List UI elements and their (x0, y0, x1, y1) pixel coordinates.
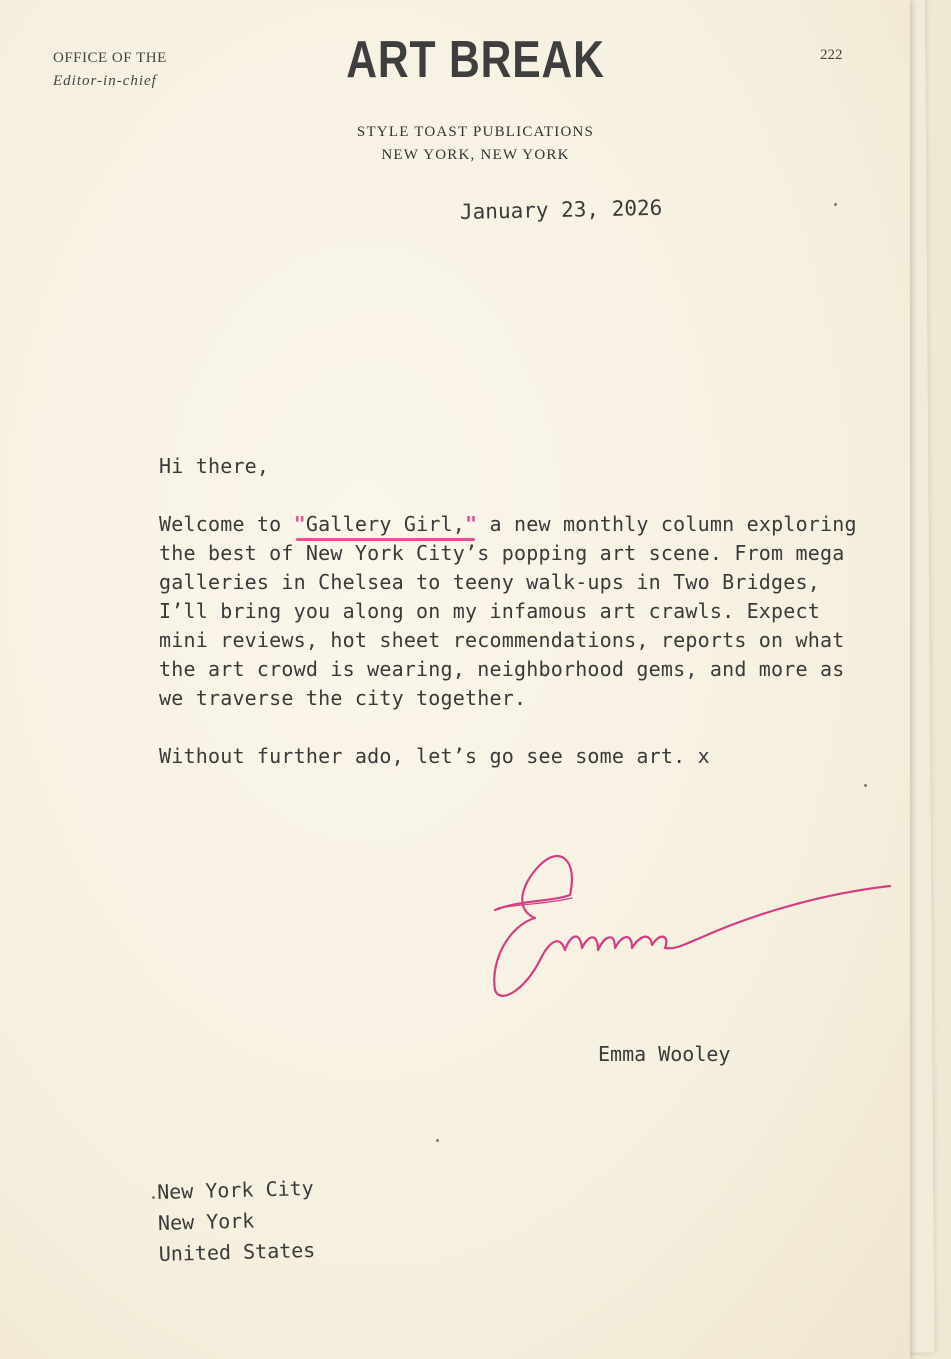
paragraph-intro (159, 510, 859, 713)
column-name-highlight (294, 510, 478, 539)
paper-speck (152, 1196, 155, 1199)
close-quote-mark: " (465, 512, 478, 536)
intro-lead-text: Welcome to (159, 512, 294, 536)
publisher-block (0, 121, 951, 167)
publisher-city: NEW YORK, NEW YORK (381, 147, 570, 163)
return-address (157, 1173, 316, 1270)
editor-in-chief-line: Editor-in-chief (53, 73, 157, 89)
paper-speck (436, 1139, 439, 1142)
signer-name: Emma Wooley (598, 1042, 731, 1066)
letter-body (159, 452, 859, 800)
signature-emma (480, 840, 900, 1010)
paper-speck (834, 203, 837, 206)
highlight-underline (296, 538, 476, 541)
paragraph-closing: Without further ado, let’s go see some art. x (159, 744, 710, 768)
intro-body-text: a new monthly column exploring the best of New York City’s popping art scene. From mega galleries in Chelsea to teeny walk-ups in Two Bridges, I’ll bring you along on my infamous art crawls. Expect mini reviews, hot sheet recommendations, reports on what the art crowd is wearing, neighborhood gems, and more as we traverse the city together. (159, 512, 857, 710)
letter-date: January 23, 2026 (459, 195, 663, 224)
column-name: Gallery Girl, (305, 512, 466, 536)
greeting: Hi there, (159, 454, 270, 478)
publisher-name: STYLE TOAST PUBLICATIONS (356, 124, 595, 140)
open-quote-mark: " (293, 512, 306, 536)
address-country: United States (158, 1237, 316, 1266)
page-number: 222 (820, 47, 843, 63)
address-state: New York (157, 1208, 255, 1235)
masthead-title: ART BREAK (346, 31, 605, 89)
office-line: OFFICE OF THE (53, 50, 167, 66)
address-city: New York City (156, 1175, 314, 1205)
paper-speck (864, 784, 867, 787)
